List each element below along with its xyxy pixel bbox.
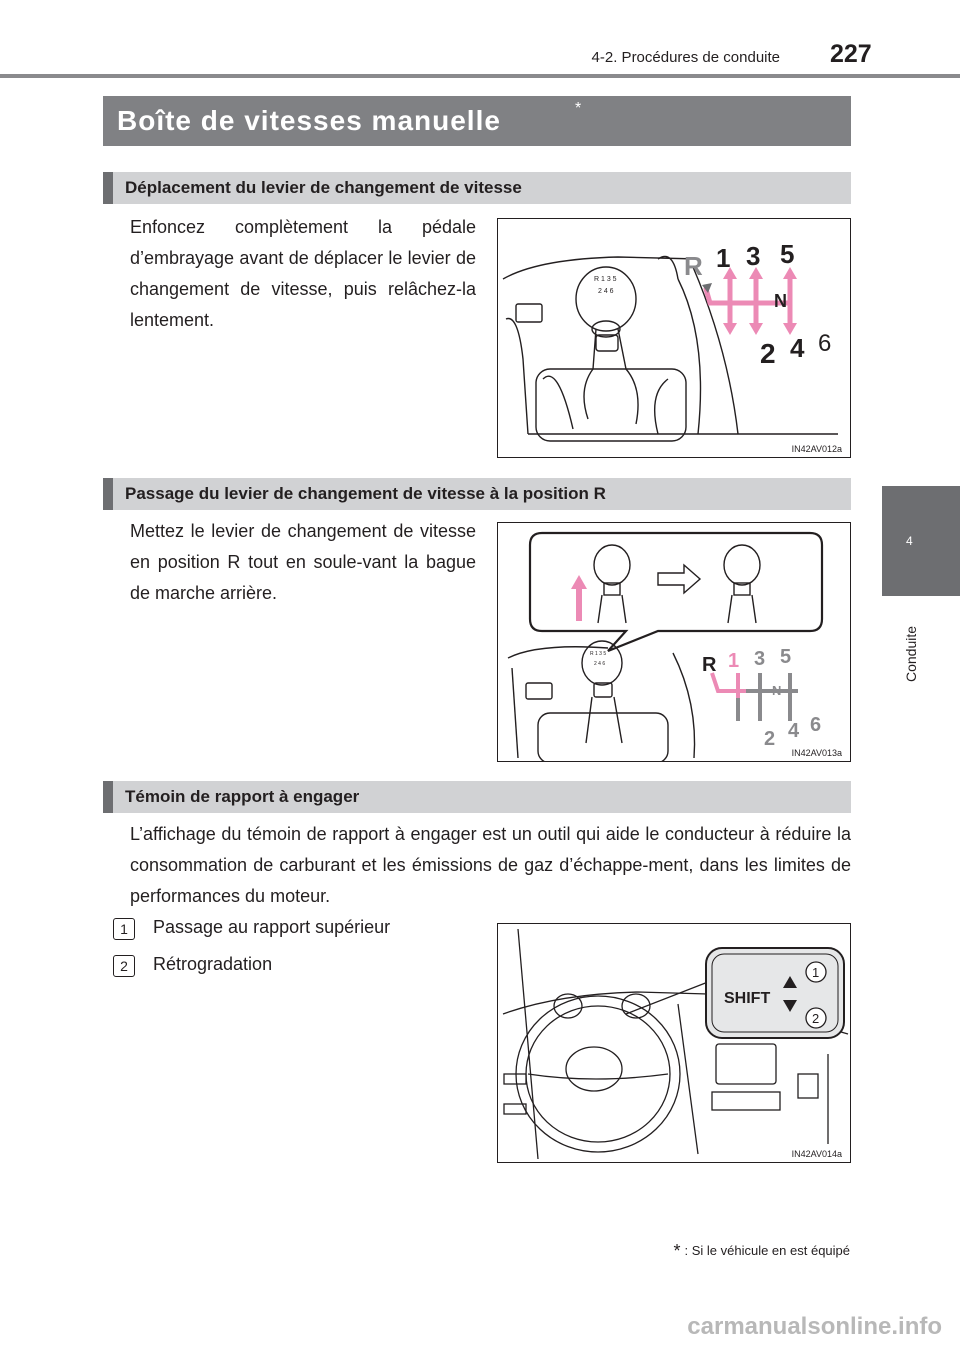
footnote: [673, 1241, 850, 1262]
gear-label-3: 3: [746, 241, 761, 271]
page-number: 227: [830, 40, 872, 68]
svg-text:2 4 6: 2 4 6: [594, 661, 606, 667]
chapter-number: 4: [906, 534, 913, 548]
gear-label-5: 5: [780, 239, 795, 269]
section-body-text: Enfoncez complètement la pédale d’embrayage avant de déplacer le levier de changement de vitesse, puis relâchez-la lentement.: [130, 217, 476, 330]
chapter-tab[interactable]: [882, 486, 960, 596]
gear-label-6: 6: [818, 330, 832, 357]
footnote-asterisk-icon: *: [673, 1241, 681, 1261]
gear-label-4: 4: [788, 720, 800, 742]
section-heading-shift-lever: [103, 172, 851, 204]
figure-code: IN42AV012a: [791, 444, 842, 454]
gear-knob-labels: [594, 276, 617, 295]
item-label: Passage au rapport supérieur: [153, 917, 391, 937]
callout-2: 2: [812, 1011, 820, 1026]
gear-label-5: 5: [780, 646, 792, 668]
watermark: carmanualsonline.info: [687, 1313, 942, 1340]
page-title: Boîte de vitesses manuelle: [117, 105, 501, 136]
gear-label-2: 2: [760, 338, 776, 369]
gear-label-r: R: [684, 251, 703, 281]
item-number-badge: 1: [113, 918, 135, 940]
gear-label-1: 1: [728, 650, 740, 672]
gear-label-1: 1: [716, 243, 731, 273]
reverse-gear-illustration: [498, 523, 851, 762]
title-asterisk-icon: *: [575, 100, 582, 117]
figure-code: IN42AV014a: [791, 1149, 842, 1159]
header-section-title: 4-2. Procédures de conduite: [591, 49, 780, 66]
figure-code: IN42AV013a: [791, 748, 842, 758]
figure-gear-shift-pattern: [497, 218, 851, 458]
item-number-badge: 2: [113, 955, 135, 977]
footnote-text: : Si le véhicule en est équipé: [684, 1243, 850, 1258]
callout-1: 1: [812, 965, 820, 980]
section-heading-text: Témoin de rapport à engager: [125, 787, 360, 806]
shift-label: SHIFT: [724, 990, 771, 1007]
header-divider: [0, 74, 960, 78]
chapter-label-text: Conduite: [903, 625, 919, 682]
dashboard-illustration: [498, 924, 851, 1163]
gear-label-4: 4: [790, 333, 805, 363]
svg-text:R 1 3 5: R 1 3 5: [590, 651, 607, 657]
gear-label-3: 3: [754, 648, 766, 670]
item-label: Rétrogradation: [153, 954, 273, 974]
svg-text:R 1 3 5: R 1 3 5: [594, 276, 617, 283]
section-heading-shift-indicator: [103, 781, 851, 813]
section-body-text: Mettez le levier de changement de vitesse en position R tout en soule-vant la bague de marche arrière.: [130, 521, 476, 603]
svg-text:2 4 6: 2 4 6: [598, 288, 614, 295]
section-accent: [103, 172, 113, 204]
gear-label-2: 2: [764, 728, 776, 750]
gear-shift-illustration: [498, 219, 851, 458]
section-heading-text: Passage du levier de changement de vitesse à la position R: [125, 484, 606, 503]
gear-label-r: R: [702, 654, 717, 676]
figure-shift-indicator: [497, 923, 851, 1163]
chapter-label: [891, 610, 931, 690]
section-body-text: L’affichage du témoin de rapport à engager est un outil qui aide le conducteur à réduire la consommation de carburant et les émissions de gaz d’échappe-ment, dans les limites de performances du moteur.: [130, 824, 851, 906]
page-title-bar: [103, 96, 851, 146]
section-heading-reverse: [103, 478, 851, 510]
gear-label-n: N: [772, 683, 782, 698]
gear-label-n: N: [774, 291, 787, 311]
section-accent: [103, 478, 113, 510]
figure-reverse-gear: [497, 522, 851, 762]
section-heading-text: Déplacement du levier de changement de vitesse: [125, 178, 522, 197]
gear-label-6: 6: [810, 714, 822, 736]
section-accent: [103, 781, 113, 813]
